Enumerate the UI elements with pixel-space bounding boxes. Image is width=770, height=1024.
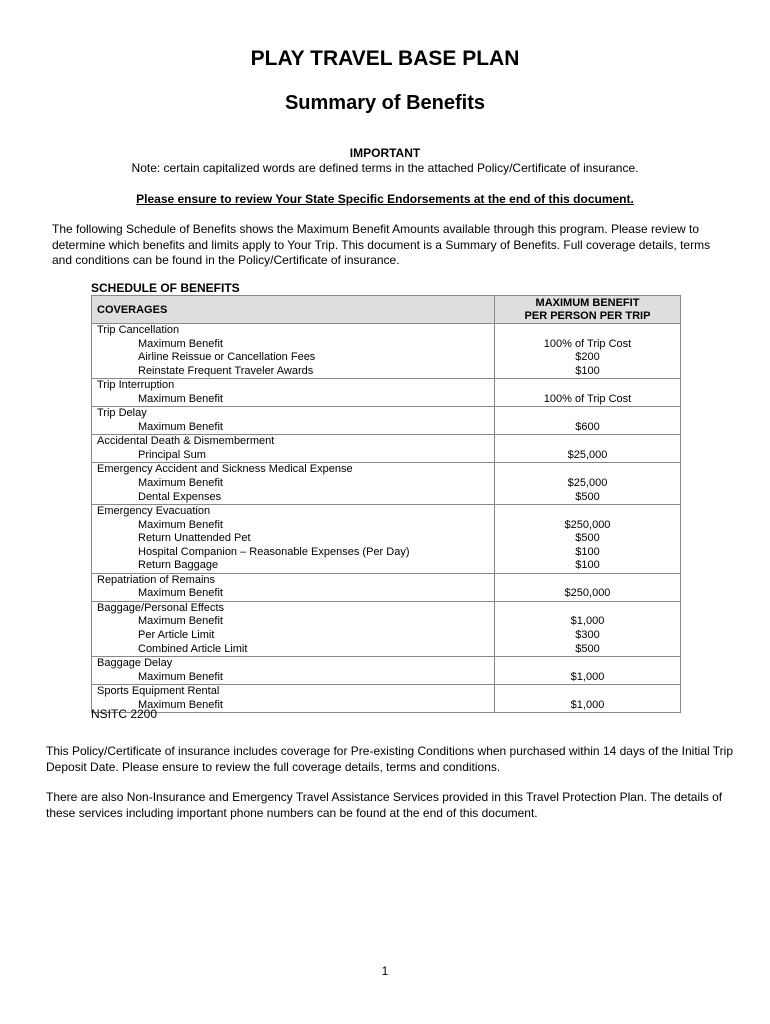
benefit-value-cell [495, 601, 681, 656]
coverage-category: Emergency Evacuation [97, 505, 211, 518]
table-row [92, 657, 681, 685]
coverage-item-value: $250,000 [564, 587, 611, 600]
benefit-value-cell [495, 463, 681, 505]
coverage-cell [92, 407, 495, 435]
coverage-item-value: $100 [575, 559, 600, 572]
table-row [92, 685, 681, 713]
benefit-value-cell [495, 505, 681, 574]
coverage-item-label: Maximum Benefit [138, 587, 223, 600]
value-spacer [495, 602, 680, 616]
coverage-item-label: Per Article Limit [138, 629, 215, 642]
coverage-item-value: $25,000 [567, 448, 608, 461]
coverage-item-label: Maximum Benefit [138, 518, 223, 531]
benefit-value-cell [495, 573, 681, 601]
table-row [92, 573, 681, 601]
coverage-item-label: Maximum Benefit [138, 615, 223, 628]
value-spacer [495, 505, 680, 519]
coverage-category: Trip Interruption [97, 379, 175, 392]
coverage-cell [92, 505, 495, 574]
coverage-item-value: 100% of Trip Cost [543, 337, 632, 350]
coverage-item-label: Return Baggage [138, 559, 219, 572]
intro-paragraph: The following Schedule of Benefits shows the Maximum Benefit Amounts available through this program. Please review to determine which benefits and limits apply to Your Trip. This document is a Summary of Benefits. Full coverage details, terms and conditions can be found in the Policy/Certificate of insurance. [52, 222, 711, 267]
page-number: 1 [381, 964, 389, 978]
coverage-item-label: Maximum Benefit [138, 392, 223, 405]
coverage-item-label: Maximum Benefit [138, 477, 223, 490]
benefits-table-body [92, 324, 681, 713]
benefit-value-cell [495, 407, 681, 435]
table-row [92, 407, 681, 435]
value-spacer [495, 574, 680, 588]
coverage-cell [92, 573, 495, 601]
max-benefit-column-header [495, 296, 681, 324]
coverage-cell [92, 435, 495, 463]
coverage-category: Repatriation of Remains [97, 573, 216, 586]
benefit-value-cell [495, 685, 681, 713]
coverage-cell [92, 463, 495, 505]
coverage-cell [92, 657, 495, 685]
coverage-item-label: Return Unattended Pet [138, 532, 251, 545]
value-spacer [495, 463, 680, 477]
coverage-item-label: Dental Expenses [138, 490, 222, 503]
coverage-category: Trip Delay [97, 407, 147, 420]
benefits-table [91, 295, 681, 713]
endorsement-notice: Please ensure to review Your State Specific Endorsements at the end of this document. [136, 192, 634, 206]
coverage-category: Baggage Delay [97, 657, 173, 670]
coverage-category: Baggage/Personal Effects [97, 601, 224, 614]
coverage-category: Sports Equipment Rental [97, 685, 220, 698]
coverage-category: Trip Cancellation [97, 324, 180, 336]
max-benefit-header-line1: MAXIMUM BENEFIT [535, 296, 640, 309]
value-spacer [495, 685, 680, 699]
preexisting-conditions-paragraph: This Policy/Certificate of insurance includes coverage for Pre-existing Conditions when purchased within 14 days of the Initial Trip Deposit Date. Please ensure to review the full coverage details, terms and conditions. [46, 744, 734, 774]
coverage-item-value: 100% of Trip Cost [543, 392, 632, 405]
table-row [92, 463, 681, 505]
assistance-services-paragraph: There are also Non-Insurance and Emergency Travel Assistance Services provided in this Travel Protection Plan. The details of these services including important phone numbers can be found at the end of this document. [46, 790, 723, 820]
schedule-title: SCHEDULE OF BENEFITS [91, 281, 240, 295]
max-benefit-header-line2: PER PERSON PER TRIP [524, 309, 651, 322]
value-spacer [495, 324, 680, 338]
defined-terms-note: Note: certain capitalized words are defined terms in the attached Policy/Certificate of insurance. [131, 161, 639, 175]
table-row [92, 379, 681, 407]
coverage-item-label: Hospital Companion – Reasonable Expenses (Per Day) [138, 545, 410, 558]
value-spacer [495, 657, 680, 671]
coverage-item-label: Maximum Benefit [138, 337, 223, 350]
benefit-value-cell [495, 324, 681, 379]
coverage-item-label: Airline Reissue or Cancellation Fees [138, 351, 316, 364]
form-code: NSITC 2200 [91, 707, 158, 721]
value-spacer [495, 407, 680, 421]
coverage-item-value: $200 [575, 351, 600, 364]
coverage-item-value: $300 [575, 629, 600, 642]
coverage-item-label: Maximum Benefit [138, 670, 223, 683]
coverage-item-label: Principal Sum [138, 448, 206, 461]
coverage-item-label: Maximum Benefit [138, 420, 223, 433]
coverage-item-value: $500 [575, 532, 600, 545]
coverages-column-header: COVERAGES [92, 296, 495, 324]
coverage-cell [92, 601, 495, 656]
coverage-item-value: $100 [575, 545, 600, 558]
table-row [92, 601, 681, 656]
coverage-item-value: $600 [575, 420, 600, 433]
coverage-cell [92, 379, 495, 407]
document-title: PLAY TRAVEL BASE PLAN [250, 47, 520, 70]
benefit-value-cell [495, 657, 681, 685]
table-row [92, 505, 681, 574]
value-spacer [495, 435, 680, 449]
benefit-value-cell [495, 379, 681, 407]
table-header-row [92, 296, 681, 324]
table-row [92, 324, 681, 379]
coverage-item-value: $500 [575, 642, 600, 655]
coverage-item-value: $1,000 [570, 698, 605, 711]
value-spacer [495, 379, 680, 393]
document-subtitle: Summary of Benefits [284, 92, 486, 114]
coverage-item-value: $1,000 [570, 615, 605, 628]
coverage-cell [92, 324, 495, 379]
benefit-value-cell [495, 435, 681, 463]
table-row [92, 435, 681, 463]
coverage-item-value: $1,000 [570, 670, 605, 683]
coverage-item-value: $500 [575, 490, 600, 503]
coverage-item-value: $100 [575, 364, 600, 377]
important-heading: IMPORTANT [349, 146, 421, 160]
coverage-item-value: $25,000 [567, 477, 608, 490]
coverage-category: Accidental Death & Dismemberment [97, 435, 275, 448]
coverage-item-label: Maximum Benefit [138, 698, 223, 711]
coverage-item-value: $250,000 [564, 518, 611, 531]
coverage-item-label: Reinstate Frequent Traveler Awards [138, 364, 314, 377]
coverage-category: Emergency Accident and Sickness Medical Expense [97, 463, 353, 476]
coverage-item-label: Combined Article Limit [138, 642, 248, 655]
